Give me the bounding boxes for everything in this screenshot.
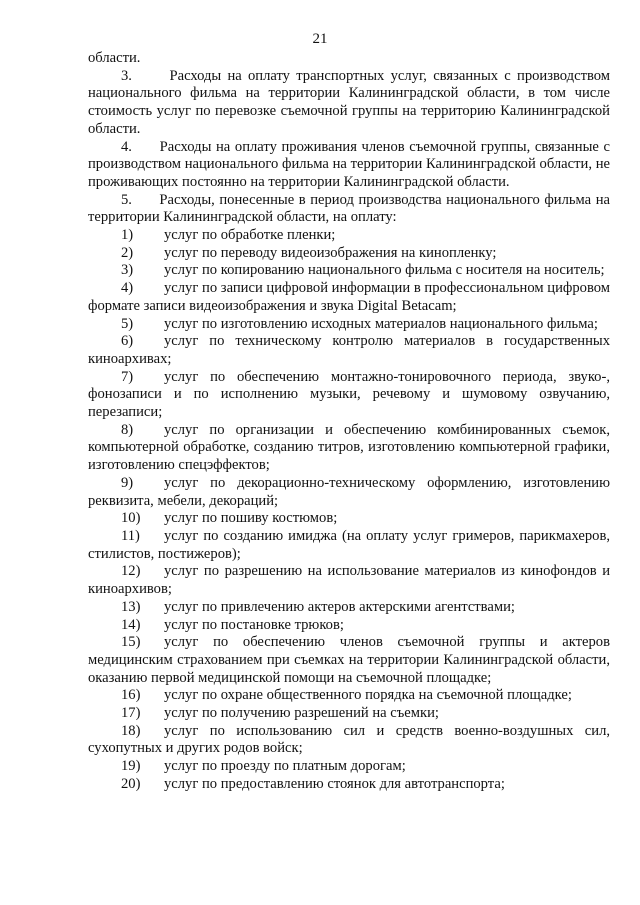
paragraph-3-text: Расходы на оплату транспортных услуг, связанных с производством национального фильма на территории Калининградской области, в том числе стоимость услуг по перевозке съемочной группы на территорию Калининградской области. <box>88 67 610 137</box>
list-item-number: 7) <box>121 368 134 385</box>
list-item-text: услуг по обеспечению монтажно-тонировочного периода, звуко-, фонозаписи и по исполнению музыки, речевому и шумовому озвучанию, перезаписи; <box>88 368 610 421</box>
list-item <box>88 599 610 617</box>
list-item <box>88 563 610 598</box>
paragraph-5-number: 5. <box>121 191 132 208</box>
list-item-text: услуг по предоставлению стоянок для автотранспорта; <box>164 775 505 792</box>
list-item-number: 6) <box>121 333 134 350</box>
list-item <box>88 723 610 758</box>
list-item <box>88 369 610 422</box>
list-item <box>88 262 610 280</box>
list-item-number: 3) <box>121 262 134 279</box>
intro-tail: области. <box>88 50 141 66</box>
list-item-text: услуг по пошиву костюмов; <box>164 510 338 527</box>
list-item <box>88 705 610 723</box>
list-item-number: 9) <box>121 474 134 491</box>
service-list <box>88 227 610 794</box>
list-item <box>88 280 610 315</box>
list-item-number: 12) <box>121 563 141 580</box>
list-item-number: 20) <box>121 775 141 792</box>
list-item-text: услуг по постановке трюков; <box>164 616 344 633</box>
paragraph-5-text: Расходы, понесенные в период производства национального фильма на территории Калининградской области, на оплату: <box>88 191 610 226</box>
list-item-text: услуг по охране общественного порядка на съемочной площадке; <box>164 687 572 704</box>
list-item <box>88 316 610 334</box>
list-item-text: услуг по записи цифровой информации в профессиональном цифровом формате записи видеоизображения и звука Digital Betacam; <box>88 280 610 314</box>
list-item <box>88 687 610 705</box>
list-item-number: 15) <box>121 634 141 651</box>
list-item-number: 16) <box>121 687 141 704</box>
list-item-number: 14) <box>121 616 141 633</box>
document-body <box>88 50 610 794</box>
list-item-number: 11) <box>121 527 140 544</box>
list-item-text: услуг по организации и обеспечению комбинированных съемок, компьютерной обработке, созданию титров, изготовлению компьютерной графики, изготовлению спецэффектов; <box>88 421 610 474</box>
list-item <box>88 634 610 687</box>
list-item-number: 8) <box>121 421 134 438</box>
list-item <box>88 776 610 794</box>
list-item-number: 13) <box>121 598 141 615</box>
list-item-number: 1) <box>121 227 134 244</box>
list-item-text: услуг по декорационно-техническому оформлению, изготовлению реквизита, мебели, декораций; <box>88 474 610 509</box>
list-item <box>88 510 610 528</box>
list-item <box>88 227 610 245</box>
list-item-text: услуг по получению разрешений на съемки; <box>164 705 439 722</box>
list-item <box>88 758 610 776</box>
list-item-text: услуг по обработке пленки; <box>164 227 336 244</box>
list-item <box>88 245 610 263</box>
paragraph-4-text: Расходы на оплату проживания членов съемочной группы, связанные с производством национального фильма на территории Калининградской области, не проживающих постоянно на территории Калининградской области. <box>88 138 610 190</box>
list-item-number: 4) <box>121 280 134 297</box>
list-item <box>88 422 610 475</box>
list-item-text: услуг по использованию сил и средств военно-воздушных сил, сухопутных и других родов войск; <box>88 722 610 757</box>
list-item-number: 5) <box>121 315 134 332</box>
list-item <box>88 528 610 563</box>
list-item <box>88 617 610 635</box>
list-item-text: услуг по разрешению на использование материалов из кинофондов и киноархивов; <box>88 563 610 598</box>
list-item-text: услуг по созданию имиджа (на оплату услуг гримеров, парикмахеров, стилистов, постижеров); <box>88 527 610 562</box>
list-item <box>88 333 610 368</box>
list-item-number: 18) <box>121 722 141 739</box>
list-item-text: услуг по обеспечению членов съемочной группы и актеров медицинским страхованием при съемках на территории Калининградской области, оказанию первой медицинской помощи на съемочной площадке; <box>88 634 610 686</box>
list-item-number: 10) <box>121 510 141 527</box>
page-number: 21 <box>312 31 328 47</box>
paragraph-4 <box>88 139 610 192</box>
paragraph-3-number: 3. <box>121 67 132 84</box>
paragraph-4-number: 4. <box>121 138 132 155</box>
list-item-number: 19) <box>121 758 141 775</box>
list-item <box>88 475 610 510</box>
list-item-text: услуг по техническому контролю материалов в государственных киноархивах; <box>88 333 610 367</box>
list-item-text: услуг по копированию национального фильма с носителя на носитель; <box>164 262 605 279</box>
list-item-number: 2) <box>121 244 134 261</box>
list-item-text: услуг по переводу видеоизображения на кинопленку; <box>164 244 497 261</box>
list-item-text: услуг по изготовлению исходных материалов национального фильма; <box>164 315 598 332</box>
list-item-text: услуг по привлечению актеров актерскими агентствами; <box>164 598 515 615</box>
paragraph-3 <box>88 68 610 139</box>
paragraph-5 <box>88 192 610 227</box>
list-item-text: услуг по проезду по платным дорогам; <box>164 758 406 775</box>
list-item-number: 17) <box>121 705 141 722</box>
